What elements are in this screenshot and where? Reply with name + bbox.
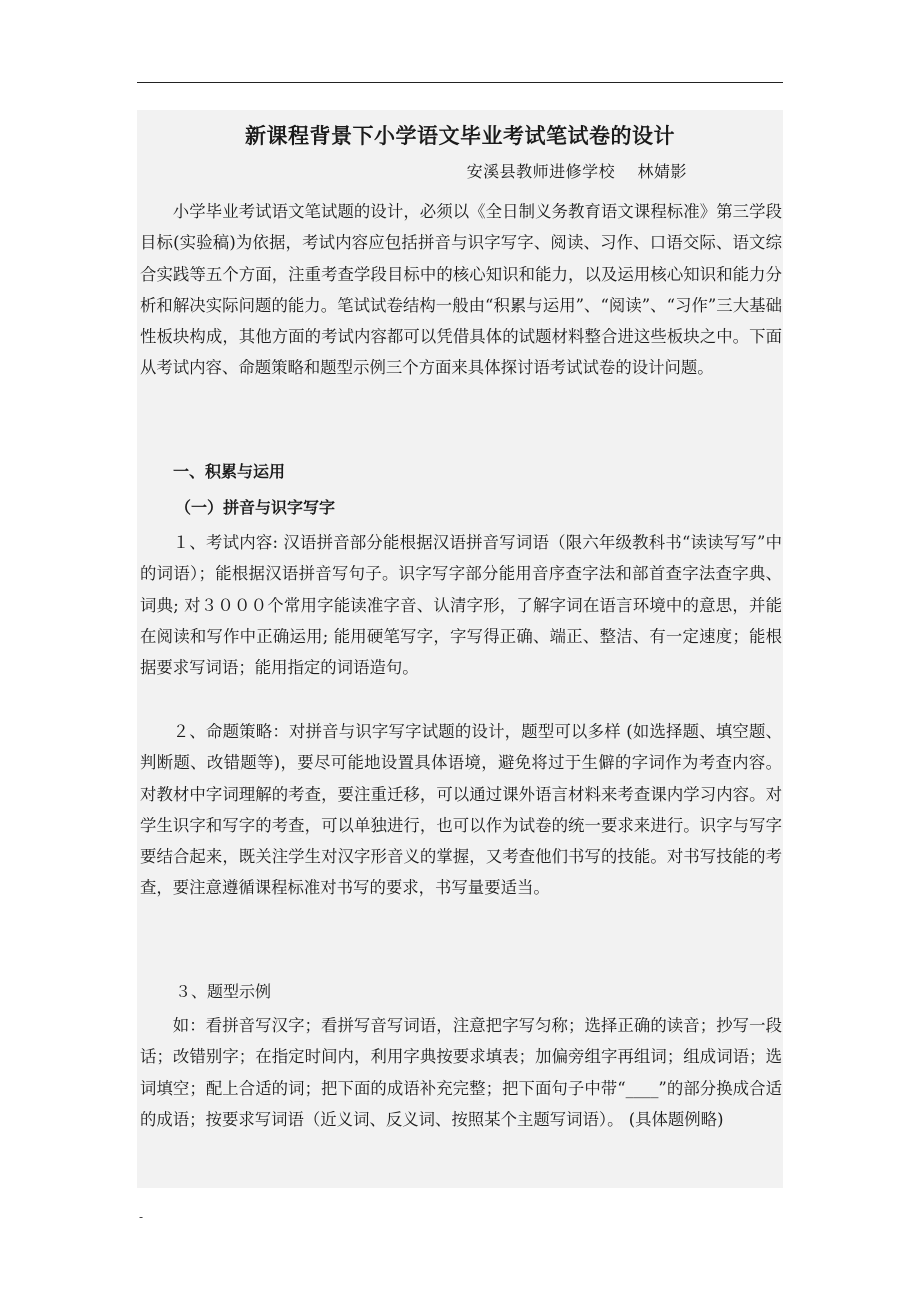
strategy-paragraph: ２、命题策略：对拼音与识字写字试题的设计，题型可以多样 (如选择题、填空题、判断题、改错题等)，要尽可能地设置具体语境，避免将过于生僻的字词作为考查内容。对教材中字词理解的考查，要注重迁移，可以通过课外语言材料来考查课内学习内容。对学生识字和写字的考查，可以单独进行，也可以作为试卷的统一要求来进行。识字与写字要结合起来，既关注学生对汉字形音义的掌握，又考查他们书写的技能。对书写技能的考查，要注意遵循课程标准对书写的要求，书写量要适当。 (140, 722, 782, 898)
intro-paragraph: 小学毕业考试语文笔试题的设计，必须以《全日制义务教育语文课程标准》第三学段目标(实验稿)为依据，考试内容应包括拼音与识字写字、阅读、习作、口语交际、语文综合实践等五个方面，注重考查学段目标中的核心知识和能力，以及运用核心知识和能力分析和解决实际问题的能力。笔试试卷结构一般由“积累与运用”、“阅读”、“习作”三大基础性板块构成，其他方面的考试内容都可以凭借具体的试题材料整合进这些板块之中。下面从考试内容、命题策略和题型示例三个方面来具体探讨语考试试卷的设计问题。 (140, 202, 782, 378)
header-rule (137, 82, 783, 83)
examples-paragraph: 如：看拼音写汉字；看拼写音写词语，注意把字写匀称；选择正确的读音；抄写一段话；改错别字；在指定时间内，利用字典按要求填表；加偏旁组字再组词；组成词语；选词填空；配上合适的词；把下面的成语补充完整；把下面句子中带“____”的部分换成合适的成语；按要求写词语（近义词、反义词、按照某个主题写词语）。 (具体题例略) (140, 1016, 782, 1129)
subsection-heading: （一）拼音与识字写字 (175, 498, 336, 517)
author-byline: 安溪县教师进修学校 林婧影 (466, 162, 687, 181)
section-heading: 一、积累与运用 (173, 462, 286, 481)
document-title: 新课程背景下小学语文毕业考试笔试卷的设计 (245, 123, 675, 148)
exam-content-paragraph: １、考试内容: 汉语拼音部分能根据汉语拼音写词语（限六年级教科书“读读写写”中的词语）；能根据汉语拼音写句子。识字写字部分能用音序查字法和部首查字法查字典、词典; 对３０００个常用字能读准字音、认清字形，了解字词在语言环境中的意思，并能在阅读和写作中正确运用; 能用硬笔写字，字写得正确、端正、整洁、有一定速度；能根据要求写词语；能用指定的词语造句。 (140, 533, 782, 678)
footer-mark: - (139, 1210, 144, 1224)
examples-heading: ３、题型示例 (175, 982, 272, 1001)
document-body (137, 110, 783, 1188)
